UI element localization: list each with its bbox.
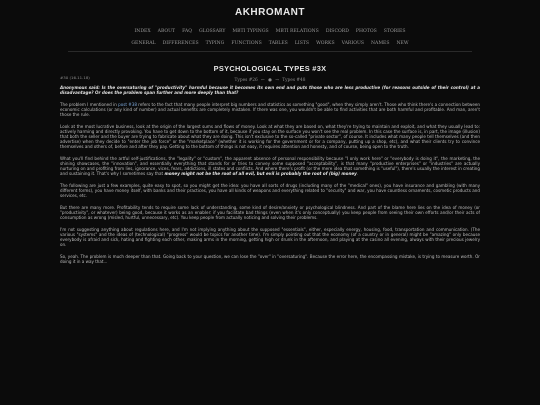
nav-link-differences[interactable]: DIFFERENCES [162,41,199,46]
nav-link-faq[interactable]: FAQ [182,29,192,34]
nav-link-various[interactable]: VARIOUS [341,41,364,46]
nav-divider [68,51,472,52]
nav-bottom [0,39,540,48]
nav-link-discord[interactable]: DISCORD [325,29,349,34]
paragraph-4: The following are just a few examples, quite easy to spot, so you might get the idea: you have all sorts of drugs (including many of the "medical" ones), you have insurance and gambling (with many different forms), you have money itself, with banks and their practices, you have all kinds of weapons and everything related to "security" and war, you have countless ornaments, cosmetic products and services, etc. [60,183,480,198]
paragraph-text: refers to the fact that many people interpret big numbers and statistics as something "good", when they simply aren't. Those who think there's a connection between economic calculations (or any kind of number) and actual benefits are completely mistaken. If there was one, you wouldn't be able to find activities that are both harmful and profitable. And man, aren't those the rule. [60,102,480,117]
nav-link-names[interactable]: NAMES [370,41,390,46]
nav-top [0,27,540,36]
nav-link-typing[interactable]: TYPING [205,41,225,46]
nav-link-mbti-typings[interactable]: MBTI TYPINGS [232,29,269,34]
article-content [60,75,480,271]
paragraph-3 [60,156,480,176]
nav-link-works[interactable]: WORKS [316,41,335,46]
paragraph-7: So, yeah. The problem is much deeper than that. Going back to your question, we can lose the "over" in "oversaturing". Because the error here, the encompassing mistake, is trying to measure worth. Or doing it in a way that... [60,254,480,264]
nav-link-general[interactable]: GENERAL [131,41,156,46]
emphasis-text: money might not be the root of all evil, but evil is probably the root of (big) money [164,171,357,176]
arrow-right-icon: → [275,78,279,83]
nav-link-index[interactable]: INDEX [134,29,151,34]
post-link[interactable]: post #38 [118,102,137,107]
page-title: PSYCHOLOGICAL TYPES #3X [213,64,327,73]
pager-next-link[interactable]: Types #48 [282,78,306,83]
site-title[interactable]: AKHROMANT [234,7,306,18]
nav-link-lists[interactable]: LISTS [294,41,310,46]
paragraph-text: What you'll find behind the artful self-justifications, the "legality" or "custom", the apparent absence of personal responsibility because "I only work here" or "everybody is doing it", the marketing, the shining showcases, the "innovation", and essentially everything that stands for or tries to convey some supposed "acceptability", is that many "productive enterprises" or "industries" are actually nurturing on and profiting from lies, ignorance, vices, fears, addictions, ill states and conflicts. And where there's profit (or the mere idea that something is "useful"), there's usually the interest in creating and sustaining it. That's why I sometimes say that [60,156,480,176]
nav-link-functions[interactable]: FUNCTIONS [231,41,262,46]
question-lead: Anonymous said: Is the oversaturing of "productivity" harmful because it becomes its own end and puts those who are less productive (for reasons outside of their control) at a disadvantage? Or does the problem span further and more deeply than that? [60,85,480,95]
paragraph-text: The problem I mentioned in [60,102,119,107]
paragraph-text: . [356,171,359,176]
paragraph-2: Look at the most lucrative business, look at the origin of the largest sums and flows of money. Look at what they are based on, what they're trying to maintain and exploit, and what they usually lead to: actively harming and directly provoking. You have to get down to the bottom of it, because if you stay on the surface you won't see the real problem. In this case the surface is, in part, the image (illusion) that both the seller and the buyer are trying to fabricate about what they are doing. This isn't exclusive to the so-called "private sector", of course. It includes what many people tell themselves (and then advertise) when they decide to "enter the job force" or the "marketplace" (whether it is working for the government or for a company, putting up a shop, etc), and what their clients try to convince themselves and others of, before and after they pay. Getting to the bottom of things is not easy, it requires attention and honesty, and of course, being open to the truth. [60,124,480,149]
paragraph-5: But there are many more. Profitability tends to require some lack of understanding, some kind of desire/anxiety or psychological blindness. And part of the blame here lies on the idea of money (or "productivity", or whatever) being good, because it works as an enabler: if you facilitate bad things (even when it's only conceptually) you keep people from seeing their own efforts and/or their acts of consumption as wrong (misled, hurtful, unnecessary, etc). You keep people from actually noticing and solving their problems. [60,205,480,220]
nav-link-glossary[interactable]: GLOSSARY [199,29,226,34]
pager-prev-link[interactable]: Types #26 [234,78,258,83]
nav-link-about[interactable]: ABOUT [157,29,176,34]
nav-link-stories[interactable]: STORIES [383,29,406,34]
nav-link-tables[interactable]: TABLES [268,41,288,46]
current-dot-icon: ● [268,78,272,83]
arrow-left-icon: ← [261,78,265,83]
nav-link-mbti-relations[interactable]: MBTI RELATIONS [275,29,319,34]
paragraph-6: I'm not suggesting anything about regulations here, and I'm not implying anything about the supposed "essentials", either, especially energy, housing, food, transportation and communication. (The various "systems" and the ideas of (technological) "progress" would be topics for another time). I'm simply pointing out that the economy (of a country or in general) might be "amazing" only because everybody is afraid and sick, hating and fighting each other, making arms in the morning, getting high or drunk in the afternoon, and playing at the casino all evening, always with their precious jewelry on. [60,227,480,247]
nav-link-new[interactable]: NEW [396,41,409,46]
post-meta: #30 (16.11.18) [60,75,90,80]
paragraph-1 [60,102,480,117]
nav-link-photos[interactable]: PHOTOS [355,29,377,34]
